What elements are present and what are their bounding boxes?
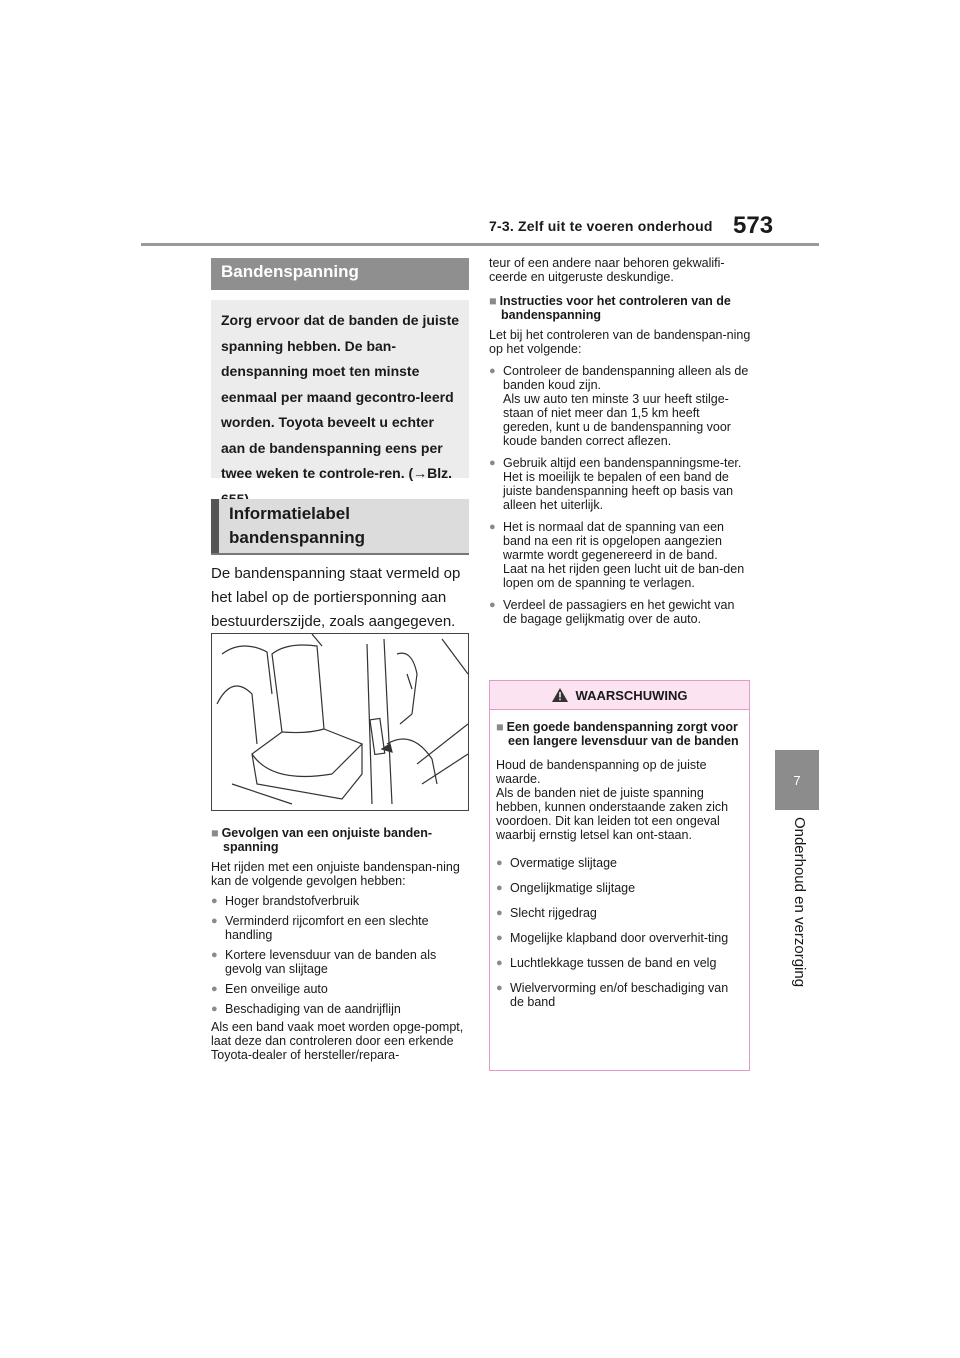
list-item: ● Beschadiging van de aandrijflijn [211, 1002, 473, 1016]
label-text: De bandenspanning staat vermeld op het label op de portiersponning aan bestuurderszijde, zoals aangegeven. [211, 565, 461, 630]
square-bullet-icon: ■ [211, 826, 219, 840]
list-item: ● Slecht rijgedrag [496, 906, 741, 920]
consequences-section [211, 826, 473, 1062]
square-bullet-icon: ■ [496, 720, 504, 734]
page-number: 573 [733, 212, 774, 239]
chapter-tab: 7 [775, 750, 819, 810]
list-item: ● Controleer de bandenspanning alleen als de banden koud zijn. Als uw auto ten minste 3 uur heeft stilge-staan of niet meer dan 1,5 km heeft gereden, kunt u de bandenspanning voor koude banden correct aflezen. [489, 364, 751, 448]
consequences-lead: Het rijden met een onjuiste bandenspan-ning kan de volgende gevolgen hebben: [211, 860, 460, 888]
list-item: ● Verminderd rijcomfort en een slechte handling [211, 914, 473, 942]
consequences-title: ■ Gevolgen van een onjuiste banden-spanning [211, 826, 433, 854]
list-item: ● Overmatige slijtage [496, 856, 741, 870]
list-item: ● Kortere levensduur van de banden als gevolg van slijtage [211, 948, 473, 976]
warning-body-2: Als de banden niet de juiste spanning hebben, kunnen onderstaande zaken zich voordoen. Dit kan leiden tot een ongeval waarbij ernstig letsel kan ont-staan. [496, 786, 729, 842]
warning-title: ■ Een goede bandenspanning zorgt voor een langere levensduur van de banden [496, 720, 739, 748]
list-item: ● Het is normaal dat de spanning van een band na een rit is opgelopen aangezien warmte wordt gegenereerd in de band. Laat na het rijden geen lucht uit de ban-den lopen om de spanning te verlagen. [489, 520, 751, 590]
list-item: ● Luchtlekkage tussen de band en velg [496, 956, 741, 970]
list-item: ● Mogelijke klapband door oververhit-ting [496, 931, 741, 945]
car-seat-door-drawing [212, 634, 468, 810]
instructions-lead: Let bij het controleren van de bandenspan-ning op het volgende: [489, 328, 751, 356]
header-rule [141, 243, 819, 246]
warning-body-1: Houd de bandenspanning op de juiste waarde. [496, 758, 707, 786]
list-item: ● Gebruik altijd een bandenspanningsme-ter. Het is moeilijk te bepalen of een band de juiste bandenspanning heeft op basis van alleen het uiterlijk. [489, 456, 751, 512]
section-title: 7-3. Zelf uit te voeren onderhoud [489, 218, 713, 234]
intro-box: Zorg ervoor dat de banden de juiste spanning hebben. De ban-denspanning moet ten minste eenmaal per maand gecontro-leerd worden. Toyota beveelt u echter aan de bandenspanning eens per twee weken te controle-ren. (→Blz. [211, 300, 469, 478]
continuation-text: teur of een andere naar behoren gekwalifi-ceerde en uitgeruste deskundige. [489, 256, 725, 284]
square-bullet-icon: ■ [489, 294, 497, 308]
heading-informatielabel: Informatielabel bandenspanning [211, 499, 469, 553]
list-item: ● Ongelijkmatige slijtage [496, 881, 741, 895]
list-item: ● Verdeel de passagiers en het gewicht van de bagage gelijkmatig over de auto. [489, 598, 751, 626]
heading-bandenspanning: Bandenspanning [211, 258, 469, 290]
list-item: ● Wielvervorming en/of beschadiging van de band [496, 981, 741, 1009]
list-item: ● Hoger brandstofverbruik [211, 894, 473, 908]
warning-header: WAARSCHUWING [490, 681, 749, 710]
list-item: ● Een onveilige auto [211, 982, 473, 996]
heading-rule [211, 553, 469, 555]
chapter-label: Onderhoud en verzorging [791, 816, 808, 988]
instructions-section [489, 256, 751, 632]
warning-triangle-icon [552, 688, 568, 702]
door-label-illustration [211, 633, 469, 811]
warning-box [489, 680, 750, 1071]
instructions-title: ■ Instructies voor het controleren van de bandenspanning [489, 294, 731, 322]
consequences-closing: Als een band vaak moet worden opge-pompt, laat deze dan controleren door een erkende Toyota-dealer of hersteller/repara- [211, 1020, 464, 1062]
